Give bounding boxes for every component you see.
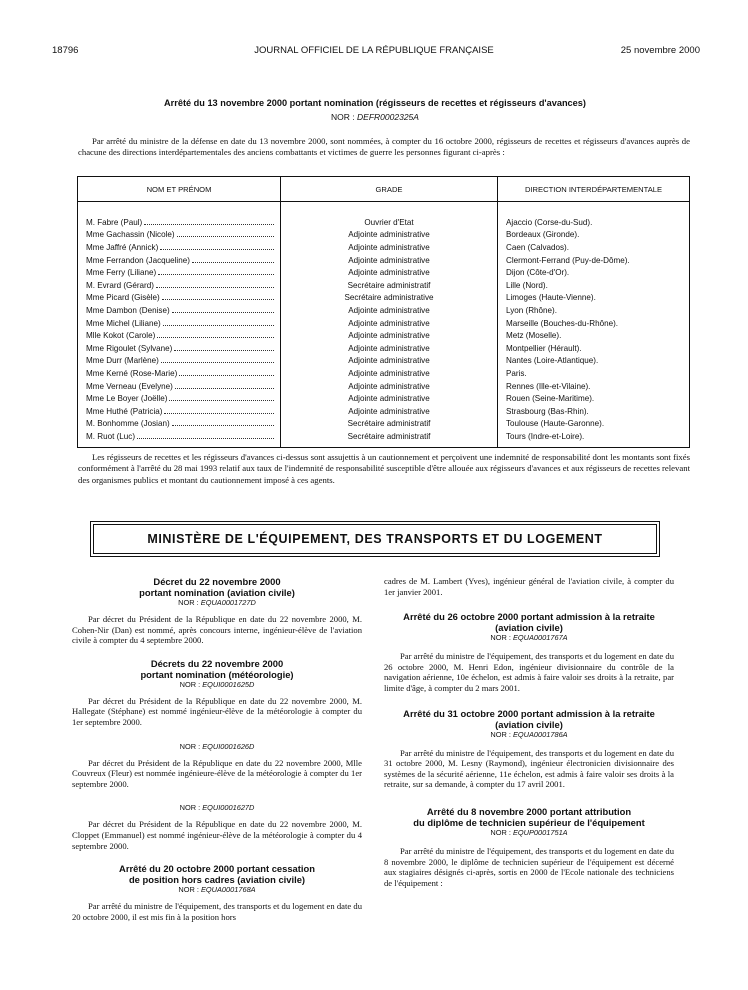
decret4-nor-code: EQUI0001627D xyxy=(202,803,255,813)
person-name: Mme Gachassin (Nicole) xyxy=(86,230,175,240)
decret4-nor: NOR : EQUI0001627D xyxy=(179,803,255,813)
ministry-banner xyxy=(93,524,657,554)
cell-name xyxy=(78,317,281,330)
person-name: Mme Rigoulet (Sylvane) xyxy=(86,343,173,353)
cell-grade: Adjointe administrative xyxy=(281,367,498,380)
dot-leader xyxy=(177,235,274,237)
cell-grade: Adjointe administrative xyxy=(281,304,498,317)
table-row xyxy=(78,342,690,355)
retraite1-title-line2: (aviation civile) xyxy=(495,622,563,634)
table-row xyxy=(78,430,690,447)
table-row xyxy=(78,317,690,330)
decret3-text: Par décret du Président de la République en date du 22 novembre 2000, Mlle Couvreux (Fleur) est nommée ingénieure-élève de la météorologie à compter du 1er septembre 2000. xyxy=(72,757,362,789)
dot-leader xyxy=(179,374,274,376)
cell-direction: Rennes (Ille-et-Vilaine). xyxy=(498,380,690,393)
cell-name xyxy=(78,329,281,342)
person-name: Mme Kerné (Rose-Marie) xyxy=(86,368,178,378)
table-row xyxy=(78,367,690,380)
decret1-nor-code: EQUA0001727D xyxy=(200,598,256,607)
cessation-nor-code: EQUA0001768A xyxy=(200,885,256,895)
cell-name xyxy=(78,367,281,380)
ministry-banner-text: MINISTÈRE DE L'ÉQUIPEMENT, DES TRANSPORTS ET DU LOGEMENT xyxy=(147,532,603,546)
cell-name xyxy=(78,229,281,242)
decret1-title-line1: Décret du 22 novembre 2000 xyxy=(153,576,281,587)
arrete-title: Arrêté du 13 novembre 2000 portant nomination (régisseurs de recettes et régisseurs d'avances) xyxy=(164,98,586,108)
table-row xyxy=(78,266,690,279)
table-row xyxy=(78,329,690,342)
cell-grade: Adjointe administrative xyxy=(281,380,498,393)
cell-grade: Adjointe administrative xyxy=(281,329,498,342)
arrete-intro: Par arrêté du ministre de la défense en date du 13 novembre 2000, sont nommées, à compter du 16 octobre 2000, régisseurs de recettes et régisseurs d'avances auprès de chacune des directions interdépartementales des anciens combattants et victimes de guerre les personnes figurant ci-après : xyxy=(78,136,690,158)
retraite2-title-line1: Arrêté du 31 octobre 2000 portant admission à la retraite xyxy=(403,707,655,719)
person-name: Mme Durr (Marlène) xyxy=(86,356,159,366)
dot-leader xyxy=(156,286,274,288)
cell-grade: Secrétaire administratif xyxy=(281,418,498,431)
decret1-text: Par décret du Président de la République en date du 22 novembre 2000, M. Cohen-Nir (Dan) est nommé, après concours interne, ingénieur-élève de l'aviation civile à compter du 4 septembre 2000. xyxy=(72,614,362,646)
retraite1-title-line1: Arrêté du 26 octobre 2000 portant admission à la retraite xyxy=(403,611,655,623)
cell-name xyxy=(78,292,281,305)
table-row xyxy=(78,405,690,418)
dot-leader xyxy=(144,223,274,225)
cell-direction: Lyon (Rhône). xyxy=(498,304,690,317)
dot-leader xyxy=(174,349,274,351)
retraite2-title-line2: (aviation civile) xyxy=(495,718,563,730)
cell-direction: Rouen (Seine-Maritime). xyxy=(498,392,690,405)
cell-direction: Lille (Nord). xyxy=(498,279,690,292)
cell-name xyxy=(78,405,281,418)
person-name: Mme Ferry (Liliane) xyxy=(86,268,157,278)
diplome-text: Par arrêté du ministre de l'équipement, des transports et du logement en date du 8 novembre 2000, le diplôme de technicien supérieur de l'équipement est décerné aux stagiaires désignés ci-après, sortis en 2000 de l'Ecole nationale des techniciens de l'équipement : xyxy=(384,845,674,888)
diplome-nor: NOR : EQUP0001751A xyxy=(490,827,568,837)
cell-name xyxy=(78,304,281,317)
cell-direction: Toulouse (Haute-Garonne). xyxy=(498,418,690,431)
decret2-title-line1: Décrets du 22 novembre 2000 xyxy=(150,657,284,669)
table-row xyxy=(78,292,690,305)
cell-grade: Adjointe administrative xyxy=(281,241,498,254)
cell-grade: Adjointe administrative xyxy=(281,229,498,242)
arrete-nor xyxy=(50,112,700,122)
cell-direction: Strasbourg (Bas-Rhin). xyxy=(498,405,690,418)
person-name: Mme Huthé (Patricia) xyxy=(86,406,163,416)
dot-leader xyxy=(164,412,274,414)
cessation-nor: NOR : EQUA0001768A xyxy=(178,885,256,895)
diplome-title-line1: Arrêté du 8 novembre 2000 portant attribution xyxy=(426,805,632,817)
cell-name xyxy=(78,279,281,292)
dot-leader xyxy=(163,324,274,326)
cell-direction: Marseille (Bouches-du-Rhône). xyxy=(498,317,690,330)
page-number: 18796 xyxy=(52,45,79,56)
cell-direction: Clermont-Ferrand (Puy-de-Dôme). xyxy=(498,254,690,267)
person-name: M. Bonhomme (Josian) xyxy=(86,419,170,429)
cell-direction: Metz (Moselle). xyxy=(498,329,690,342)
cell-direction: Ajaccio (Corse-du-Sud). xyxy=(498,216,690,229)
decret4-text: Par décret du Président de la République en date du 22 novembre 2000, M. Cloppet (Emmanuel) est nommé ingénieur-élève de la météorologie à compter du 4 septembre 2000. xyxy=(72,819,362,851)
cessation-text: Par arrêté du ministre de l'équipement, des transports et du logement en date du 20 octobre 2000, il est mis fin à la position hors xyxy=(72,901,362,922)
cell-name xyxy=(78,254,281,267)
nor-label: NOR : xyxy=(331,112,355,122)
decret1-nor: NOR : EQUA0001727D xyxy=(178,598,256,607)
cell-grade: Ouvrier d'Etat xyxy=(281,216,498,229)
decret2-text: Par décret du Président de la République en date du 22 novembre 2000, M. Hallegate (Stéphane) est nommé ingénieur-élève de la météorologie à compter du 1er septembre 2000. xyxy=(72,695,362,727)
retraite2-nor: NOR : EQUA0001786A xyxy=(490,729,568,739)
cessation-title-line2: de position hors cadres (aviation civile) xyxy=(128,874,306,886)
cell-direction: Paris. xyxy=(498,367,690,380)
cell-direction: Caen (Calvados). xyxy=(498,241,690,254)
person-name: Mme Jaffré (Annick) xyxy=(86,242,159,252)
dot-leader xyxy=(192,261,274,263)
person-name: Mme Ferrandon (Jacqueline) xyxy=(86,255,190,265)
person-name: Mme Verneau (Evelyne) xyxy=(86,381,173,391)
person-name: Mme Picard (Gisèle) xyxy=(86,293,160,303)
cell-name xyxy=(78,380,281,393)
table-body xyxy=(78,202,690,448)
cell-name xyxy=(78,342,281,355)
decret2-nor: NOR : EQUI0001625D xyxy=(179,679,255,689)
continued-text: cadres de M. Lambert (Yves), ingénieur général de l'aviation civile, à compter du 1er janvier 2001. xyxy=(384,576,674,597)
cell-grade: Adjointe administrative xyxy=(281,405,498,418)
retraite2-nor-code: EQUA0001786A xyxy=(512,729,568,739)
table-row xyxy=(78,380,690,393)
cell-direction: Tours (Indre-et-Loire). xyxy=(498,430,690,447)
cell-direction: Dijon (Côte-d'Or). xyxy=(498,266,690,279)
person-name: Mlle Kokot (Carole) xyxy=(86,331,156,341)
decret1-title-line2: portant nomination (aviation civile) xyxy=(139,587,295,598)
cell-name xyxy=(78,355,281,368)
cell-grade: Adjointe administrative xyxy=(281,266,498,279)
person-name: Mme Michel (Liliane) xyxy=(86,318,161,328)
journal-title: JOURNAL OFFICIEL DE LA RÉPUBLIQUE FRANÇAISE xyxy=(254,45,494,56)
table-row xyxy=(78,216,690,229)
dot-leader xyxy=(158,273,274,275)
cell-direction: Bordeaux (Gironde). xyxy=(498,229,690,242)
table-row xyxy=(78,355,690,368)
cell-grade: Adjointe administrative xyxy=(281,342,498,355)
person-name: M. Evrard (Gérard) xyxy=(86,280,154,290)
person-name: M. Fabre (Paul) xyxy=(86,217,143,227)
cell-name xyxy=(78,392,281,405)
person-name: Mme Le Boyer (Joëlle) xyxy=(86,394,168,404)
retraite2-text: Par arrêté du ministre de l'équipement, des transports et du logement en date du 31 octobre 2000, M. Lesny (Raymond), ingénieur électronicien divisionnaire des systèmes de la sécurité aérienne, 11e échelon, est admis à faire valoir ses droits à la retraite, sur sa demande, à compter du 17 avril 2001. xyxy=(384,747,674,790)
diplome-title-line2: du diplôme de technicien supérieur de l'équipement xyxy=(413,816,645,828)
personnel-table xyxy=(77,176,690,448)
cell-direction: Limoges (Haute-Vienne). xyxy=(498,292,690,305)
cell-grade: Adjointe administrative xyxy=(281,254,498,267)
dot-leader xyxy=(160,248,274,250)
left-column xyxy=(72,576,362,922)
right-column xyxy=(384,576,674,888)
dot-leader xyxy=(157,336,274,338)
retraite1-nor-code: EQUA0001767A xyxy=(512,633,568,643)
decret2-nor-code: EQUI0001625D xyxy=(202,679,255,689)
decret3-nor-code: EQUI0001626D xyxy=(202,741,255,751)
decret2-title-line2: portant nomination (météorologie) xyxy=(140,668,294,680)
column-header-grade: GRADE xyxy=(281,177,498,202)
table-row xyxy=(78,254,690,267)
cell-grade: Secrétaire administratif xyxy=(281,430,498,447)
dot-leader xyxy=(172,311,274,313)
dot-leader xyxy=(137,437,274,439)
cell-grade: Adjointe administrative xyxy=(281,317,498,330)
cell-name xyxy=(78,216,281,229)
decret3-nor: NOR : EQUI0001626D xyxy=(179,741,255,751)
table-row xyxy=(78,304,690,317)
cell-name xyxy=(78,266,281,279)
dot-leader xyxy=(169,399,274,401)
cell-grade: Adjointe administrative xyxy=(281,392,498,405)
person-name: M. Ruot (Luc) xyxy=(86,431,136,441)
cell-direction: Nantes (Loire-Atlantique). xyxy=(498,355,690,368)
cell-name xyxy=(78,418,281,431)
dot-leader xyxy=(175,387,274,389)
retraite1-nor: NOR : EQUA0001767A xyxy=(490,633,568,643)
person-name: Mme Dambon (Denise) xyxy=(86,305,170,315)
arrete-closing: Les régisseurs de recettes et les régisseurs d'avances ci-dessus sont assujettis à un cautionnement et perçoivent une indemnité de responsabilité dont les montants sont fixés conformément à l'arrêté du 28 mai 1993 relatif aux taux de l'indemnité de responsabilité susceptible d'être allouée aux régisseurs d'avances et aux régisseurs de recettes relevant des organismes publics et montant du cautionnement imposé à ces agents. xyxy=(78,452,690,485)
table-row xyxy=(78,241,690,254)
table-row xyxy=(78,418,690,431)
diplome-nor-code: EQUP0001751A xyxy=(512,827,568,837)
cell-direction: Montpellier (Hérault). xyxy=(498,342,690,355)
dot-leader xyxy=(172,424,274,426)
issue-date: 25 novembre 2000 xyxy=(620,45,700,56)
table-header-row xyxy=(78,177,690,202)
table-row xyxy=(78,279,690,292)
dot-leader xyxy=(161,361,274,363)
nor-code: DEFR0002325A xyxy=(357,112,419,122)
cell-name xyxy=(78,430,281,447)
cell-grade: Adjointe administrative xyxy=(281,355,498,368)
cessation-title-line1: Arrêté du 20 octobre 2000 portant cessation xyxy=(119,863,315,875)
dot-leader xyxy=(162,298,274,300)
retraite1-text: Par arrêté du ministre de l'équipement, des transports et du logement en date du 26 octobre 2000, M. Henri Edon, ingénieur divisionnaire du contrôle de la navigation aérienne, 10e échelon, est admis à faire valoir ses droits à la retraite, par limite d'âge, à compter du 2 mars 2001. xyxy=(384,651,674,693)
cell-name xyxy=(78,241,281,254)
table-row xyxy=(78,229,690,242)
table-row xyxy=(78,392,690,405)
column-header-name: NOM ET PRÉNOM xyxy=(78,177,281,202)
column-header-direction: DIRECTION INTERDÉPARTEMENTALE xyxy=(498,177,690,202)
cell-grade: Secrétaire administrative xyxy=(281,292,498,305)
cell-grade: Secrétaire administratif xyxy=(281,279,498,292)
